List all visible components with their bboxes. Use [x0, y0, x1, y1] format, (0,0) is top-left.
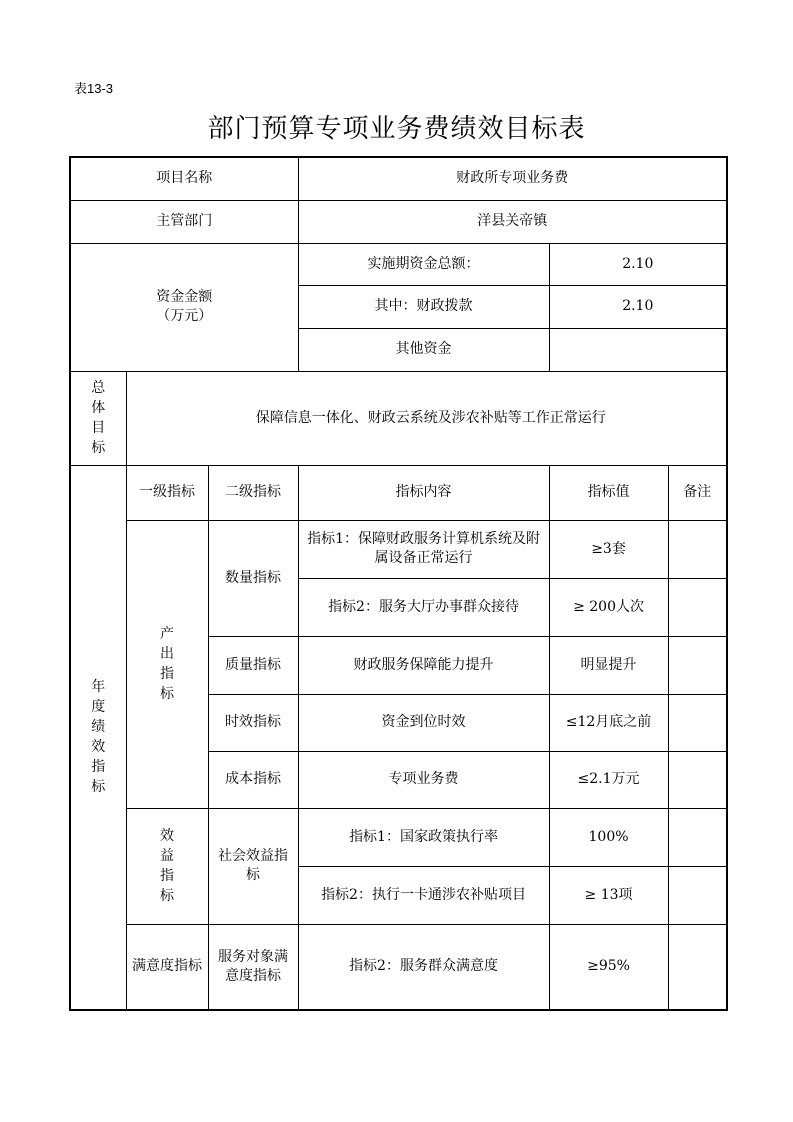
timeliness-content: 资金到位时效: [298, 694, 549, 751]
quantity-row2-note: [668, 578, 727, 636]
quantity-row1-note: [668, 520, 727, 578]
output-indicator-label: 产出指标: [126, 520, 208, 808]
table-row: [70, 520, 727, 578]
timeliness-note: [668, 694, 727, 751]
table-row: [70, 924, 727, 1010]
overall-goal-label: 总体目标: [70, 371, 126, 465]
funds-fiscal-value: 2.10: [549, 285, 727, 328]
indicator-header-row: [70, 465, 727, 520]
benefit-indicator-label: 效益指标: [126, 808, 208, 924]
header-level2: 二级指标: [208, 465, 298, 520]
funds-fiscal-label: 其中：财政拨款: [298, 285, 549, 328]
cost-content: 专项业务费: [298, 751, 549, 808]
quality-value: 明显提升: [549, 636, 668, 694]
quality-note: [668, 636, 727, 694]
header-value: 指标值: [549, 465, 668, 520]
overall-goal-text: 保障信息一体化、财政云系统及涉农补贴等工作正常运行: [126, 371, 727, 465]
page-title: 部门预算专项业务费绩效目标表: [207, 114, 586, 144]
cost-note: [668, 751, 727, 808]
funds-other-value: [549, 328, 727, 371]
funds-total-value: 2.10: [549, 243, 727, 285]
social-row2-value: ≥ 13项: [549, 866, 668, 924]
cost-indicator-label: 成本指标: [208, 751, 298, 808]
satisfaction-note: [668, 924, 727, 1010]
social-row2-note: [668, 866, 727, 924]
table-number: 表13-3: [74, 81, 114, 96]
department-value: 洋县关帝镇: [298, 200, 727, 243]
timeliness-value: ≤12月底之前: [549, 694, 668, 751]
cost-value: ≤2.1万元: [549, 751, 668, 808]
quantity-row1-value: ≥3套: [549, 520, 668, 578]
performance-target-table: [69, 156, 728, 1011]
satisfaction-value: ≥95%: [549, 924, 668, 1010]
satisfaction-sub-label: 服务对象满意度指标: [208, 924, 298, 1010]
project-name-value: 财政所专项业务费: [298, 157, 727, 200]
annual-indicators-label: 年度绩效指标: [70, 465, 126, 1010]
social-row1-content: 指标1：国家政策执行率: [298, 808, 549, 866]
funds-label-line1: 资金金额: [156, 289, 213, 305]
social-row1-value: 100%: [549, 808, 668, 866]
header-note: 备注: [668, 465, 727, 520]
project-name-label: 项目名称: [70, 157, 298, 200]
header-content: 指标内容: [298, 465, 549, 520]
social-row2-content: 指标2：执行一卡通涉农补贴项目: [298, 866, 549, 924]
funds-total-row: [70, 243, 727, 285]
department-row: [70, 200, 727, 243]
funds-label-line2: （万元）: [156, 308, 213, 324]
quantity-indicator-label: 数量指标: [208, 520, 298, 636]
social-row1-note: [668, 808, 727, 866]
department-label: 主管部门: [70, 200, 298, 243]
quantity-row2-value: ≥ 200人次: [549, 578, 668, 636]
timeliness-indicator-label: 时效指标: [208, 694, 298, 751]
overall-goal-row: [70, 371, 727, 465]
funds-label: [70, 243, 298, 371]
quality-indicator-label: 质量指标: [208, 636, 298, 694]
quantity-row1-content: 指标1：保障财政服务计算机系统及附属设备正常运行: [298, 520, 549, 578]
header-level1: 一级指标: [126, 465, 208, 520]
funds-total-label: 实施期资金总额：: [298, 243, 549, 285]
quality-content: 财政服务保障能力提升: [298, 636, 549, 694]
social-benefit-indicator-label: 社会效益指标: [208, 808, 298, 924]
project-name-row: [70, 157, 727, 200]
funds-other-label: 其他资金: [298, 328, 549, 371]
satisfaction-indicator-label: 满意度指标: [126, 924, 208, 1010]
satisfaction-content: 指标2：服务群众满意度: [298, 924, 549, 1010]
quantity-row2-content: 指标2：服务大厅办事群众接待: [298, 578, 549, 636]
table-row: [70, 808, 727, 866]
